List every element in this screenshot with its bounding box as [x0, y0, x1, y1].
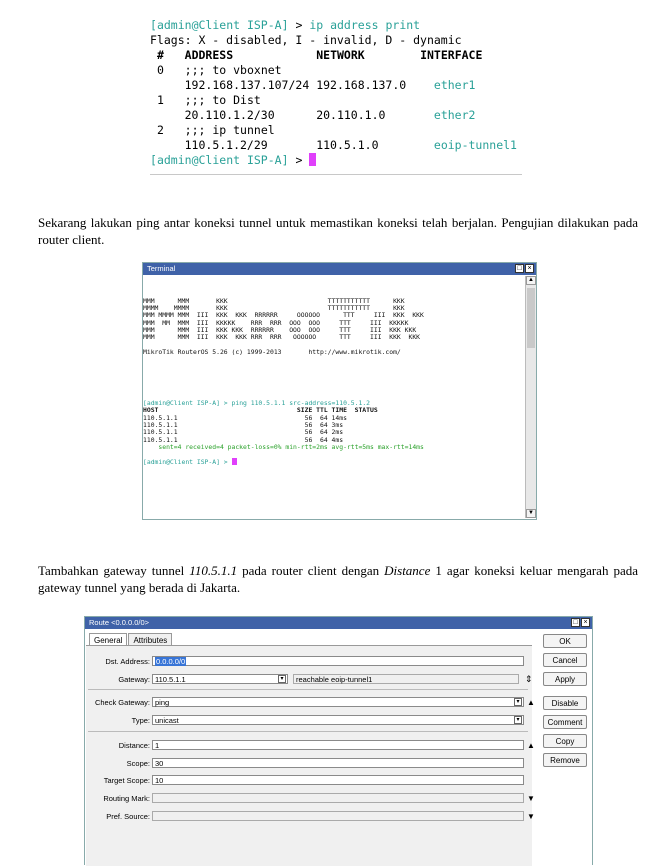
apply-button[interactable]: Apply [543, 672, 587, 686]
divider [88, 731, 528, 732]
scope-label: Scope: [126, 758, 150, 768]
ok-button[interactable]: OK [543, 634, 587, 648]
row-address: 20.110.1.2/30 [184, 108, 275, 122]
row-network: 192.168.137.0 [316, 78, 407, 92]
flags-line: Flags: X - disabled, I - invalid, D - dynamic [150, 33, 462, 47]
disable-button[interactable]: Disable [543, 696, 587, 710]
distance-field[interactable] [152, 740, 524, 750]
hdr-network: NETWORK [316, 48, 365, 62]
scroll-up-icon[interactable]: ▲ [526, 276, 536, 285]
maximize-icon[interactable]: □ [571, 618, 580, 627]
check-gateway-value: ping [155, 698, 170, 707]
general-panel [86, 645, 535, 866]
window-title: Route <0.0.0.0/0> [89, 618, 150, 627]
para-text: 1 agar koneksi keluar mengarah pada gateway tunnel yang berada di Jakarta. [38, 563, 638, 595]
terminal-prompt: [admin@Client ISP-A] > [143, 458, 232, 467]
routing-mark-label: Routing Mark: [103, 793, 150, 803]
pref-source-label: Pref. Source: [106, 811, 150, 821]
prompt-host: Client ISP-A [198, 153, 282, 167]
scrollbar[interactable] [525, 276, 536, 518]
divider [150, 174, 522, 175]
banner-line: MMM MM MMM III KKKKK RRR RRR OOO OOO TTT III KKKKK [143, 318, 409, 327]
ping-row: 110.5.1.1 56 64 14ms [143, 413, 347, 422]
distance-row [86, 739, 535, 751]
banner-line: MMMM MMMM KKK TTTTTTTTTTT KKK [143, 304, 405, 313]
expand-icon[interactable]: ▼ [527, 811, 535, 821]
remove-button[interactable]: Remove [543, 753, 587, 767]
target-scope-label: Target Scope: [103, 775, 150, 785]
para-italic-ip: 110.5.1.1 [189, 563, 238, 578]
type-label: Type: [131, 715, 150, 725]
type-row [86, 714, 524, 726]
row-num: 1 [156, 93, 164, 107]
paragraph-ping: Sekarang lakukan ping antar koneksi tunnel untuk memastikan koneksi telah berjalan. Pengujian dilakukan pada router client. [38, 215, 638, 247]
gateway-status-field [293, 674, 519, 684]
row-num: 0 [156, 63, 164, 77]
dropdown-icon[interactable]: ▾ [514, 716, 522, 724]
prompt-user: admin [156, 18, 192, 32]
copy-button[interactable]: Copy [543, 734, 587, 748]
terminal-prompt: [admin@Client ISP-A] > [143, 399, 232, 408]
prompt-user: admin [156, 153, 192, 167]
type-value: unicast [155, 716, 179, 725]
scope-field[interactable] [152, 758, 524, 768]
dst-address-row [86, 655, 524, 667]
gateway-field[interactable] [152, 674, 288, 684]
row-interface: eoip-tunnel1 [433, 138, 517, 152]
route-window [84, 616, 593, 865]
terminal-body[interactable] [143, 276, 525, 518]
paragraph-gateway [38, 562, 638, 596]
prompt-host: Client ISP-A [198, 18, 282, 32]
dst-address-value: 0.0.0.0/0 [156, 657, 186, 666]
row-network: 110.5.1.0 [316, 138, 379, 152]
para-text: pada router client dengan [237, 563, 385, 578]
dst-address-field[interactable] [152, 656, 524, 666]
banner-line: MMM MMMM MMM III KKK KKK RRRRRR OOOOOO TTT III KKK KKK [143, 311, 424, 320]
hdr-interface: INTERFACE [420, 48, 483, 62]
scope-value: 30 [155, 759, 164, 768]
gateway-value: 110.5.1.1 [155, 675, 186, 684]
maximize-icon[interactable]: □ [515, 264, 524, 273]
collapse-icon[interactable]: ▲ [527, 740, 535, 750]
window-title: Terminal [147, 264, 176, 273]
para-italic-distance: Distance [384, 563, 431, 578]
hdr-address: ADDRESS [184, 48, 234, 62]
scroll-down-icon[interactable]: ▼ [526, 509, 536, 518]
row-num: 2 [156, 123, 164, 137]
command-text: ip address print [309, 18, 421, 32]
collapse-icon[interactable]: ▲ [527, 697, 535, 707]
check-gateway-row [86, 696, 535, 708]
cancel-button[interactable]: Cancel [543, 653, 587, 667]
banner-line: MMM MMM III KKK KKK RRR RRR OOOOOO TTT III KKK KKK [143, 333, 421, 342]
ping-summary: sent=4 received=4 packet-loss=0% min-rtt=2ms avg-rtt=5ms max-rtt=14ms [143, 442, 424, 451]
banner-line: MMM MMM III KKK KKK RRRRRR OOO OOO TTT III KKK KKK [143, 326, 417, 335]
target-scope-field[interactable] [152, 775, 524, 785]
row-address: 192.168.137.107/24 [184, 78, 310, 92]
terminal-cursor [232, 458, 237, 465]
divider [88, 689, 528, 690]
pref-source-field[interactable] [152, 811, 524, 821]
type-field[interactable] [152, 715, 524, 725]
para-text: Tambahkan gateway tunnel [38, 563, 190, 578]
target-scope-value: 10 [155, 776, 164, 785]
terminal-cursor [309, 153, 316, 166]
version-line: MikroTik RouterOS 5.26 (c) 1999-2013 http://www.mikrotik.com/ [143, 347, 401, 356]
add-remove-icon[interactable]: ⇕ [525, 673, 533, 684]
row-interface: ether2 [433, 108, 476, 122]
tab-general[interactable]: General [89, 633, 127, 648]
terminal-titlebar [143, 263, 536, 275]
gateway-row [86, 673, 533, 685]
routing-mark-field[interactable] [152, 793, 524, 803]
ping-row: 110.5.1.1 56 64 4ms [143, 435, 344, 444]
dropdown-icon[interactable]: ▾ [278, 675, 286, 683]
routing-mark-row [86, 792, 535, 804]
expand-icon[interactable]: ▼ [527, 793, 535, 803]
ping-row: 110.5.1.1 56 64 3ms [143, 420, 344, 429]
terminal-window [142, 262, 537, 520]
pref-source-row [86, 810, 535, 822]
hdr-num: # [156, 48, 164, 62]
gateway-label: Gateway: [118, 674, 150, 684]
check-gateway-label: Check Gateway: [94, 697, 150, 707]
dst-address-label: Dst. Address: [105, 656, 150, 666]
ping-command: ping 110.5.1.1 src-address=110.5.1.2 [231, 399, 371, 408]
route-titlebar [85, 617, 592, 629]
distance-value: 1 [155, 741, 160, 750]
close-icon[interactable]: × [581, 618, 590, 627]
ping-header: HOST SIZE TTL TIME STATUS [143, 406, 378, 415]
ping-row: 110.5.1.1 56 64 2ms [143, 428, 344, 437]
row-network: 20.110.1.0 [316, 108, 386, 122]
row-comment: ;;; to vboxnet [184, 63, 282, 77]
comment-button[interactable]: Comment [543, 715, 587, 729]
row-comment: ;;; to Dist [184, 93, 261, 107]
close-icon[interactable]: × [525, 264, 534, 273]
ip-address-print-output: [admin@Client ISP-A] > ip address print Flags: X - disabled, I - invalid, D - dynamic # ADDRESS NETWORK INTERFACE 0 ;;; to vboxnet 192.168.137.107/24 192.168.137.0 ether1 1 ;;; to Dist 20.110.1.2/30 20.110.1.0 ether2 2 ;;; ip tunnel 110.5.1.2/29 110.5.1.0 eoip-tunnel1 [admin@Client ISP-A] > [150, 18, 522, 174]
check-gateway-field[interactable] [152, 697, 524, 707]
scroll-thumb[interactable] [527, 288, 535, 348]
dropdown-icon[interactable]: ▾ [514, 698, 522, 706]
scope-row [86, 757, 524, 769]
row-address: 110.5.1.2/29 [184, 138, 268, 152]
row-interface: ether1 [433, 78, 476, 92]
tab-attributes[interactable]: Attributes [128, 633, 172, 648]
row-comment: ;;; ip tunnel [184, 123, 275, 137]
distance-label: Distance: [118, 740, 150, 750]
target-scope-row [86, 774, 524, 786]
gateway-status: reachable eoip-tunnel1 [296, 675, 373, 684]
banner-line: MMM MMM KKK TTTTTTTTTTT KKK [143, 296, 405, 305]
